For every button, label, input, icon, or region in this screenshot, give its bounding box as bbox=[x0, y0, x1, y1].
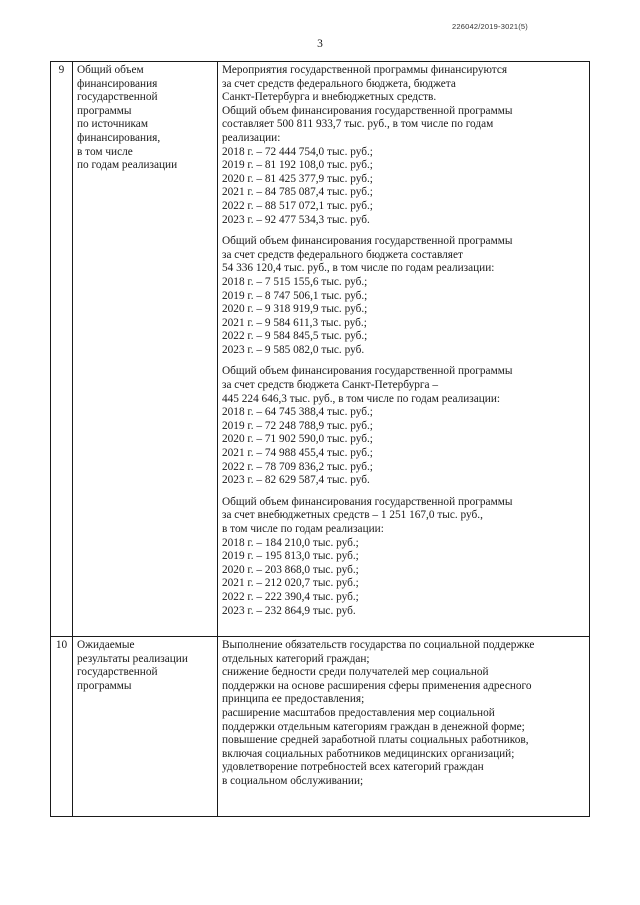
page-number: 3 bbox=[317, 38, 323, 50]
content-line: 2022 г. – 9 584 845,5 тыс. руб.; bbox=[222, 330, 368, 343]
content-line: 2022 г. – 78 709 836,2 тыс. руб.; bbox=[222, 460, 373, 473]
row-number: 9 bbox=[51, 62, 73, 637]
content-line: повышение средней заработной платы социальных работников, bbox=[222, 734, 529, 747]
content-line: поддержки отдельным категориям граждан в денежной форме; bbox=[222, 720, 525, 733]
content-line: 2023 г. – 92 477 534,3 тыс. руб. bbox=[222, 213, 370, 226]
document-id: 226042/2019-3021(5) bbox=[452, 22, 528, 31]
content-line: в социальном обслуживании; bbox=[222, 774, 364, 787]
label-line: программы bbox=[77, 679, 132, 692]
label-line: программы bbox=[77, 104, 132, 117]
label-line: Общий объем bbox=[77, 64, 144, 76]
content-line: 2018 г. – 184 210,0 тыс. руб.; bbox=[222, 536, 359, 549]
content-line: 2018 г. – 7 515 155,6 тыс. руб.; bbox=[222, 275, 368, 288]
content-line: расширение масштабов предоставления мер социальной bbox=[222, 706, 495, 719]
content-line: 2021 г. – 9 584 611,3 тыс. руб.; bbox=[222, 316, 367, 329]
content-line: за счет средств федерального бюджета составляет bbox=[222, 248, 463, 261]
table-row bbox=[51, 62, 590, 637]
label-line: по источникам bbox=[77, 118, 148, 131]
content-line: 2019 г. – 8 747 506,1 тыс. руб.; bbox=[222, 289, 368, 302]
content-line: 2018 г. – 72 444 754,0 тыс. руб.; bbox=[222, 145, 373, 158]
content-line: Общий объем финансирования государственной программы bbox=[222, 104, 513, 117]
content-line: 2019 г. – 195 813,0 тыс. руб.; bbox=[222, 550, 359, 563]
content-line: снижение бедности среди получателей мер социальной bbox=[222, 666, 489, 679]
label-line: результаты реализации bbox=[77, 652, 188, 665]
content-line: за счет средств федерального бюджета, бюджета bbox=[222, 77, 456, 90]
content-line: Общий объем финансирования государственной программы bbox=[222, 365, 513, 378]
content-line: 2020 г. – 203 868,0 тыс. руб.; bbox=[222, 563, 359, 576]
content-line: поддержки на основе расширения сферы применения адресного bbox=[222, 679, 532, 692]
content-line: 445 224 646,3 тыс. руб., в том числе по годам реализации: bbox=[222, 392, 501, 405]
content-line: за счет средств бюджета Санкт-Петербурга – bbox=[222, 379, 439, 392]
content-line: 2023 г. – 82 629 587,4 тыс. руб. bbox=[222, 474, 370, 487]
content-line: 2022 г. – 222 390,4 тыс. руб.; bbox=[222, 590, 359, 603]
content-line: Мероприятия государственной программы финансируются bbox=[222, 64, 508, 76]
label-line: государственной bbox=[77, 91, 158, 104]
label-line: Ожидаемые bbox=[77, 639, 135, 651]
content-line: удовлетворение потребностей всех категорий граждан bbox=[222, 761, 484, 774]
content-line: Общий объем финансирования государственной программы bbox=[222, 235, 513, 248]
content-line: 2021 г. – 84 785 087,4 тыс. руб.; bbox=[222, 186, 373, 199]
content-paragraph bbox=[222, 639, 585, 789]
content-paragraph bbox=[222, 64, 585, 227]
content-line: 2019 г. – 81 192 108,0 тыс. руб.; bbox=[222, 159, 373, 172]
row-content bbox=[218, 637, 590, 817]
row-label bbox=[73, 62, 218, 637]
row-content bbox=[218, 62, 590, 637]
content-line: Общий объем финансирования государственной программы bbox=[222, 495, 513, 508]
label-line: финансирования bbox=[77, 77, 158, 90]
content-line: 2019 г. – 72 248 788,9 тыс. руб.; bbox=[222, 419, 373, 432]
passport-table bbox=[50, 61, 590, 817]
content-line: 2021 г. – 74 988 455,4 тыс. руб.; bbox=[222, 447, 373, 460]
content-line: 2022 г. – 88 517 072,1 тыс. руб.; bbox=[222, 199, 373, 212]
label-line: в том числе bbox=[77, 145, 133, 158]
content-line: Выполнение обязательств государства по социальной поддержке bbox=[222, 639, 535, 651]
content-line: в том числе по годам реализации: bbox=[222, 523, 384, 535]
content-line: принципа ее предоставления; bbox=[222, 693, 365, 706]
content-line: отдельных категорий граждан; bbox=[222, 652, 370, 665]
row-number: 10 bbox=[51, 637, 73, 817]
content-line: 2020 г. – 81 425 377,9 тыс. руб.; bbox=[222, 172, 373, 185]
row-label bbox=[73, 637, 218, 817]
content-line: 2021 г. – 212 020,7 тыс. руб.; bbox=[222, 577, 359, 590]
content-line: составляет 500 811 933,7 тыс. руб., в том числе по годам bbox=[222, 118, 494, 131]
content-line: реализации: bbox=[222, 131, 281, 144]
content-line: 2018 г. – 64 745 388,4 тыс. руб.; bbox=[222, 406, 373, 419]
label-line: государственной bbox=[77, 666, 158, 679]
content-line: 54 336 120,4 тыс. руб., в том числе по годам реализации: bbox=[222, 262, 495, 275]
content-paragraph bbox=[222, 365, 585, 487]
content-line: 2020 г. – 71 902 590,0 тыс. руб.; bbox=[222, 433, 373, 446]
content-line: 2023 г. – 232 864,9 тыс. руб. bbox=[222, 604, 356, 617]
label-line: финансирования, bbox=[77, 131, 161, 144]
content-paragraph bbox=[222, 496, 585, 618]
table-row bbox=[51, 637, 590, 817]
content-line: 2023 г. – 9 585 082,0 тыс. руб. bbox=[222, 343, 365, 356]
content-paragraph bbox=[222, 235, 585, 357]
label-line: по годам реализации bbox=[77, 159, 178, 172]
content-line: 2020 г. – 9 318 919,9 тыс. руб.; bbox=[222, 303, 368, 316]
content-line: Санкт-Петербурга и внебюджетных средств. bbox=[222, 91, 437, 104]
content-line: за счет внебюджетных средств – 1 251 167,0 тыс. руб., bbox=[222, 509, 483, 522]
content-line: включая социальных работников медицинских организаций; bbox=[222, 747, 515, 760]
